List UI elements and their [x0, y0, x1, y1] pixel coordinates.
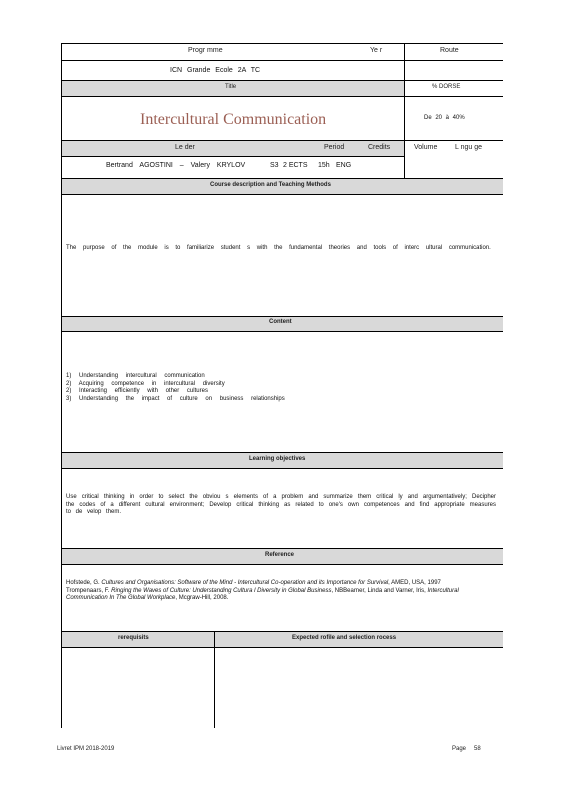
reference-publisher: , NBBearner,	[331, 587, 366, 594]
list-item: 2) Interacting efficiently with other cultures	[66, 388, 208, 394]
content-heading: Content	[269, 319, 292, 325]
leader-value: Bertrand AGOSTINI – Valery KRYLOV	[106, 162, 246, 169]
left-border	[61, 43, 62, 728]
rule-top	[61, 43, 503, 44]
credits-label: Credits	[368, 144, 391, 151]
reference-authors: Trompenaars, F.	[66, 587, 110, 594]
bottom-divider	[214, 631, 215, 728]
dorse-value: De 20 à 40%	[424, 115, 465, 121]
year-label: Ye r	[370, 47, 383, 54]
rule-course-bottom	[61, 194, 503, 195]
language-value: ENG	[336, 162, 352, 169]
reference-authors: Hofstede, G.	[66, 580, 100, 586]
reference-publisher: , Mcgraw-Hill, 2008.	[175, 595, 229, 601]
rule-objectives-bottom	[61, 468, 503, 469]
title-label: Title	[225, 84, 237, 90]
rule-leader-top	[61, 140, 503, 141]
footer-left: Livret IPM 2018-2019	[57, 746, 115, 752]
rule-leader-bottom	[61, 156, 404, 157]
reference-item	[66, 580, 496, 588]
objectives-text: Use critical thinking in order to select the obviou s elements of a problem and summarize them critical ly and argumentatively; Decipher the codes of a different cultural environment; Develop critical thinking as related to one's own competences and find appropriate measures to de velop them.	[66, 494, 496, 515]
course-heading: Course description and Teaching Methods	[210, 182, 331, 188]
footer-page-label: Page	[452, 746, 467, 752]
reference-title: Ringing the Waves of Culture: Understanding Cultura l Diversity in Global Business	[111, 587, 332, 594]
period-value: S3	[270, 162, 279, 169]
rule-title-bottom	[61, 96, 503, 97]
dorse-label: % DORSE	[432, 84, 461, 90]
content-list	[66, 373, 496, 403]
footer-page-number: 58	[474, 746, 481, 752]
reference-authors: Linda and Varner, Iris,	[367, 587, 426, 594]
rule-programme	[61, 60, 404, 61]
expected-heading: Expected rofile and selection rocess	[292, 635, 397, 641]
objectives-heading: Learning objectives	[249, 456, 306, 462]
rule-reference-top	[61, 548, 503, 549]
list-item: 3) Understanding the impact of culture on business relationships	[66, 395, 285, 402]
rule-prereq-top	[61, 631, 503, 632]
prereq-heading: rerequisits	[118, 635, 149, 641]
programme-value: ICN Grande Ecole 2A TC	[170, 67, 261, 74]
rule-prereq-bottom	[61, 647, 503, 648]
rule-objectives-top	[61, 452, 503, 453]
language-label: L ngu ge	[455, 144, 482, 151]
volume-value: 15h	[318, 162, 330, 169]
period-label: Period	[324, 144, 345, 151]
reference-title: Cultures and Organisations: Software of the Mind - Intercultural Co-operation and its Importance for Survival	[101, 580, 389, 586]
rule-content-bottom	[61, 331, 503, 332]
rule-content-top	[61, 316, 503, 317]
rule-course-top	[61, 178, 503, 179]
credits-value: 2 ECTS	[283, 162, 308, 169]
volume-label: Volume	[414, 144, 438, 151]
leader-label-band	[61, 140, 404, 156]
rule-title-top	[61, 80, 503, 81]
rule-route	[404, 60, 503, 61]
rule-reference-bottom	[61, 564, 503, 565]
leader-label: Le der	[175, 144, 195, 151]
list-item: 2) Acquiring competence in intercultural diversity	[66, 380, 225, 387]
reference-title: Intercultural Communication In The Global Workplace	[66, 587, 459, 601]
reference-publisher: , AMED, USA, 1997	[388, 580, 441, 586]
reference-text	[66, 580, 496, 603]
reference-heading: Reference	[265, 552, 295, 558]
reference-item	[66, 588, 496, 603]
programme-label: Progr mme	[188, 47, 223, 54]
route-label: Route	[440, 47, 459, 54]
course-title: Intercultural Communication	[140, 111, 327, 128]
course-text: The purpose of the module is to familiarize student s with the fundamental theories and tools of interc ultural communication.	[66, 245, 491, 251]
list-item: 1) Understanding intercultural communication	[66, 373, 205, 379]
header-divider	[404, 43, 405, 178]
